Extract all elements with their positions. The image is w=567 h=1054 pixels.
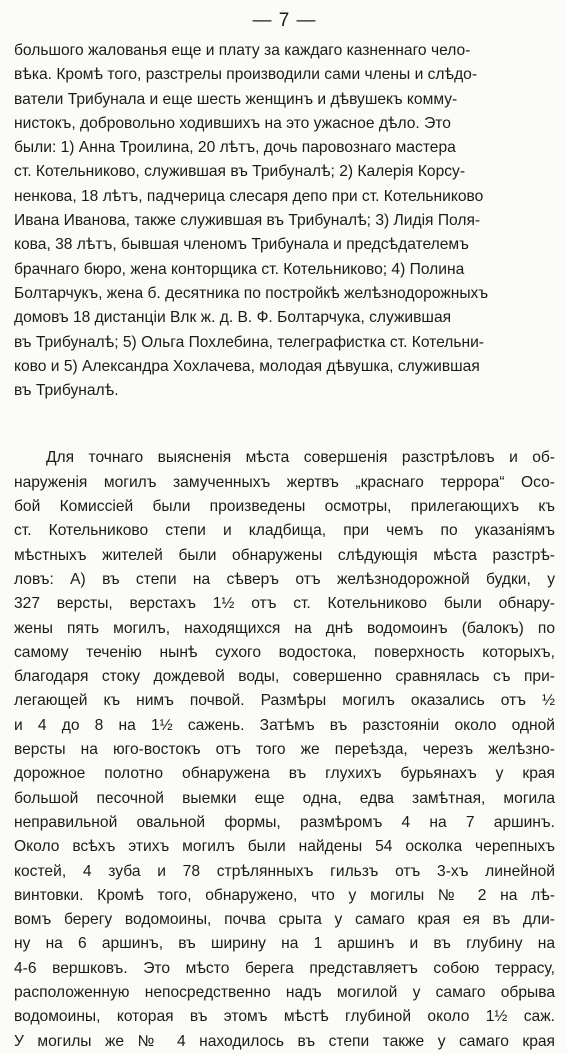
text-line: брачнаго бюро, жена конторщика ст. Котельниково; 4) Полина xyxy=(14,260,465,278)
text-line: наруженія могилъ замученныхъ жертвъ „краснаго террора“ Осо- xyxy=(14,473,555,491)
page-number: — 7 — xyxy=(252,10,317,31)
text-line: ст. Котельниково степи и кладбища, при чемъ по указаніямъ xyxy=(14,522,555,540)
text-line: неправильной овальной формы, размѣромъ 4 на 7 аршинъ. xyxy=(14,813,555,831)
text-line: Ивана Иванова, также служившая въ Трибуналѣ; 3) Лидія Поля- xyxy=(14,212,481,230)
text-line: 4-6 вершковъ. Это мѣсто берега представляетъ собою террасу, xyxy=(14,959,555,977)
text-line: въ Трибуналѣ; 5) Ольга Похлебина, телеграфистка ст. Котельни- xyxy=(14,333,485,351)
paragraph-gap xyxy=(14,403,555,446)
text-line: кова, 38 лѣтъ, бывшая членомъ Трибунала и предсѣдателемъ xyxy=(14,236,469,254)
text-line: благодаря стоку дождевой воды, совершенно сравнялась съ при- xyxy=(14,668,555,686)
text-line: въ Трибуналѣ. xyxy=(14,382,119,400)
text-line: водомоины, которая въ этомъ мѣстѣ глубиной около 1½ саж. xyxy=(14,1008,555,1026)
paragraph-executioners xyxy=(14,39,555,403)
text-line: ловъ: А) въ степи на сѣверъ отъ желѣзнодорожной будки, у xyxy=(14,570,555,588)
text-line: ватели Трибунала и еще шесть женщинъ и дѣвушекъ комму- xyxy=(14,90,458,108)
text-line: самому теченію нынѣ сухого водостока, поверхность которыхъ, xyxy=(14,643,555,661)
text-line: версты на юго-востокъ отъ того же переѣзда, черезъ желѣзно- xyxy=(14,741,555,759)
text-line: костей, 4 зуба и 78 стрѣлянныхъ гильзъ отъ 3-хъ линейной xyxy=(14,862,555,880)
text-line: ну на 6 аршинъ, въ ширину на 1 аршинъ и въ глубину на xyxy=(14,935,555,953)
text-line: Болтарчукъ, жена б. десятника по постройкѣ желѣзнодорожныхъ xyxy=(14,284,489,302)
text-line: Для точнаго выясненія мѣста совершенія разстрѣловъ и об- xyxy=(46,449,555,467)
text-line: бой Комиссіей были произведены осмотры, прилегающихъ къ xyxy=(14,498,555,516)
text-line: мѣстныхъ жителей были обнаружены слѣдующія мѣста разстрѣ- xyxy=(14,546,555,564)
paragraph-graves-inspection xyxy=(14,446,555,1053)
text-line: 327 версты, верстахъ 1½ отъ ст. Котельниково были обнару- xyxy=(14,595,555,613)
text-line: большой песочной выемки еще одна, едва замѣтная, могила xyxy=(14,789,555,807)
text-line: легающей къ нимъ почвой. Размѣры могилъ оказались отъ ½ xyxy=(14,692,555,710)
text-line: жены пять могилъ, находящихся на днѣ водомоинъ (балокъ) по xyxy=(14,619,555,637)
text-line: были: 1) Анна Троилина, 20 лѣтъ, дочь паровознаго мастера xyxy=(14,139,456,157)
text-line: винтовки. Кромѣ того, обнаружено, что у могилы № 2 на лѣ- xyxy=(14,886,555,904)
text-line: У могилы же № 4 находилось въ степи также у самаго края xyxy=(14,1032,555,1050)
text-line: ненкова, 18 лѣтъ, падчерица слесаря депо при ст. Котельниково xyxy=(14,187,484,205)
text-line: ст. Котельниково, служившая въ Трибуналѣ; 2) Калерія Корсу- xyxy=(14,163,466,181)
text-line: вѣка. Кромѣ того, разстрелы производили сами члены и слѣдо- xyxy=(14,66,478,84)
text-line: большого жалованья еще и плату за каждаго казненнаго чело- xyxy=(14,42,471,59)
text-line: домовъ 18 дистанціи Влк ж. д. В. Ф. Болтарчука, служившая xyxy=(14,309,452,327)
text-line: и 4 до 8 на 1½ сажень. Затѣмъ въ разстояніи около одной xyxy=(14,716,555,734)
text-line: вомъ берегу водомоины, почва срыта у самаго края ея въ дли- xyxy=(14,911,555,929)
text-line: дорожное полотно обнаружена въ глухихъ бурьянахъ у края xyxy=(14,765,555,783)
text-line: Около всѣхъ этихъ могилъ были найдены 54 осколка черепныхъ xyxy=(14,838,555,856)
text-line: расположенную непосредственно надъ могилой у самаго обрыва xyxy=(14,983,555,1001)
text-line: нистокъ, добровольно ходившихъ на это ужасное дѣло. Это xyxy=(14,114,451,132)
text-line: ково и 5) Александра Хохлачева, молодая дѣвушка, служившая xyxy=(14,357,480,375)
